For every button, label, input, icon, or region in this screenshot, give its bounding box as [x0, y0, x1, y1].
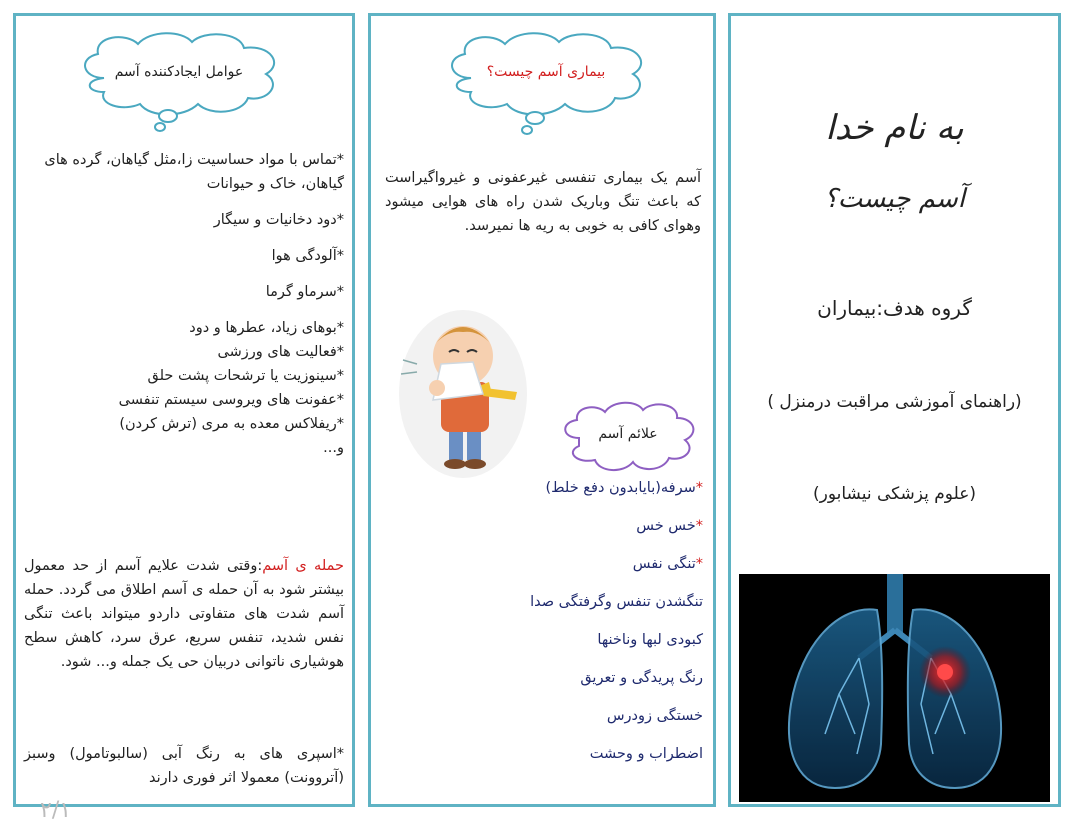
list-item: کبودی لبها وناخنها: [597, 632, 703, 648]
guide-text: (راهنمای آموزشی مراقبت درمنزل ): [767, 392, 1022, 412]
lungs-image: [739, 574, 1050, 802]
list-item: *تماس با مواد حساسیت زا،مثل گیاهان، گرده های گیاهان، خاک و حیوانات: [44, 152, 344, 192]
list-item: *سرماو گرما: [265, 284, 344, 300]
list-item: اضطراب و وحشت: [589, 746, 703, 762]
symptoms-cloud: [553, 396, 703, 478]
subtitle: آسم چیست؟: [823, 184, 966, 214]
attack-text: :وقتی شدت علایم آسم از حد معمول بیشتر شود به آن حمله ی آسم اطلاق می گردد. حمله آسم شدت های متفاوتی داردو میتواند باعث تنگی نفس شدید، تنفس سریع، عرق سرد، کاهش سطح هوشیاری ناتوانی دربیان حی یک جمله و... شود.: [24, 558, 344, 670]
list-item: *تنگی نفس: [632, 556, 703, 572]
asthma-attack-paragraph: [24, 554, 344, 674]
list-item: *آلودگی هوا: [271, 248, 344, 264]
target-group: گروه هدف:بیماران: [817, 296, 972, 320]
causes-list: [24, 148, 344, 460]
list-item: خستگی زودرس: [606, 708, 703, 724]
sneezing-child-illustration: [393, 304, 533, 484]
list-item: *بوهای زیاد، عطرها و دود: [189, 320, 344, 336]
what-is-asthma-cloud: [431, 26, 661, 136]
page-number: ۲/۱: [40, 798, 72, 823]
attack-heading: حمله ی آسم: [262, 558, 344, 574]
list-item: *ریفلاکس معده به مری (ترش کردن): [119, 416, 344, 432]
symptoms-cloud-title: علائم آسم: [598, 426, 658, 442]
list-item: *فعالیت های ورزشی: [217, 344, 344, 360]
cloud-shape: [431, 26, 661, 136]
list-item: تنگشدن تنفس وگرفتگی صدا: [530, 594, 703, 610]
causes-cloud-title: عوامل ایجادکننده آسم: [114, 64, 244, 80]
list-item: و...: [323, 440, 344, 456]
list-item: *سینوزیت یا ترشحات پشت حلق: [147, 368, 344, 384]
list-item: *دود دخانیات و سیگار: [213, 212, 344, 228]
symptoms-list: [381, 476, 703, 780]
definition-paragraph: آسم یک بیماری تنفسی غیرعفونی و غیرواگیراست که باعث تنگ وباریک شدن راه های هوایی میشود وهوای کافی به خوبی به ریه ها نمیرسد.: [385, 170, 701, 234]
list-item: *سرفه(بایابدون دفع خلط): [545, 480, 703, 496]
what-is-asthma-title: بیماری آسم چیست؟: [486, 64, 606, 80]
middle-panel: [368, 13, 716, 807]
causes-cloud: [64, 28, 294, 128]
list-item: *عفونت های ویروسی سیستم تنفسی: [118, 392, 344, 408]
list-item: رنگ پریدگی و تعریق: [580, 670, 703, 686]
left-panel: [13, 13, 355, 807]
spray-paragraph: *اسپری های به رنگ آبی (سالبوتامول) وسبز (آتروونت) معمولا اثر فوری دارند: [24, 746, 344, 786]
list-item: *خس خس: [636, 518, 703, 534]
right-panel: [728, 13, 1061, 807]
university-text: (علوم پزشکی نیشابور): [813, 484, 976, 504]
title: به نام خدا: [825, 108, 964, 148]
